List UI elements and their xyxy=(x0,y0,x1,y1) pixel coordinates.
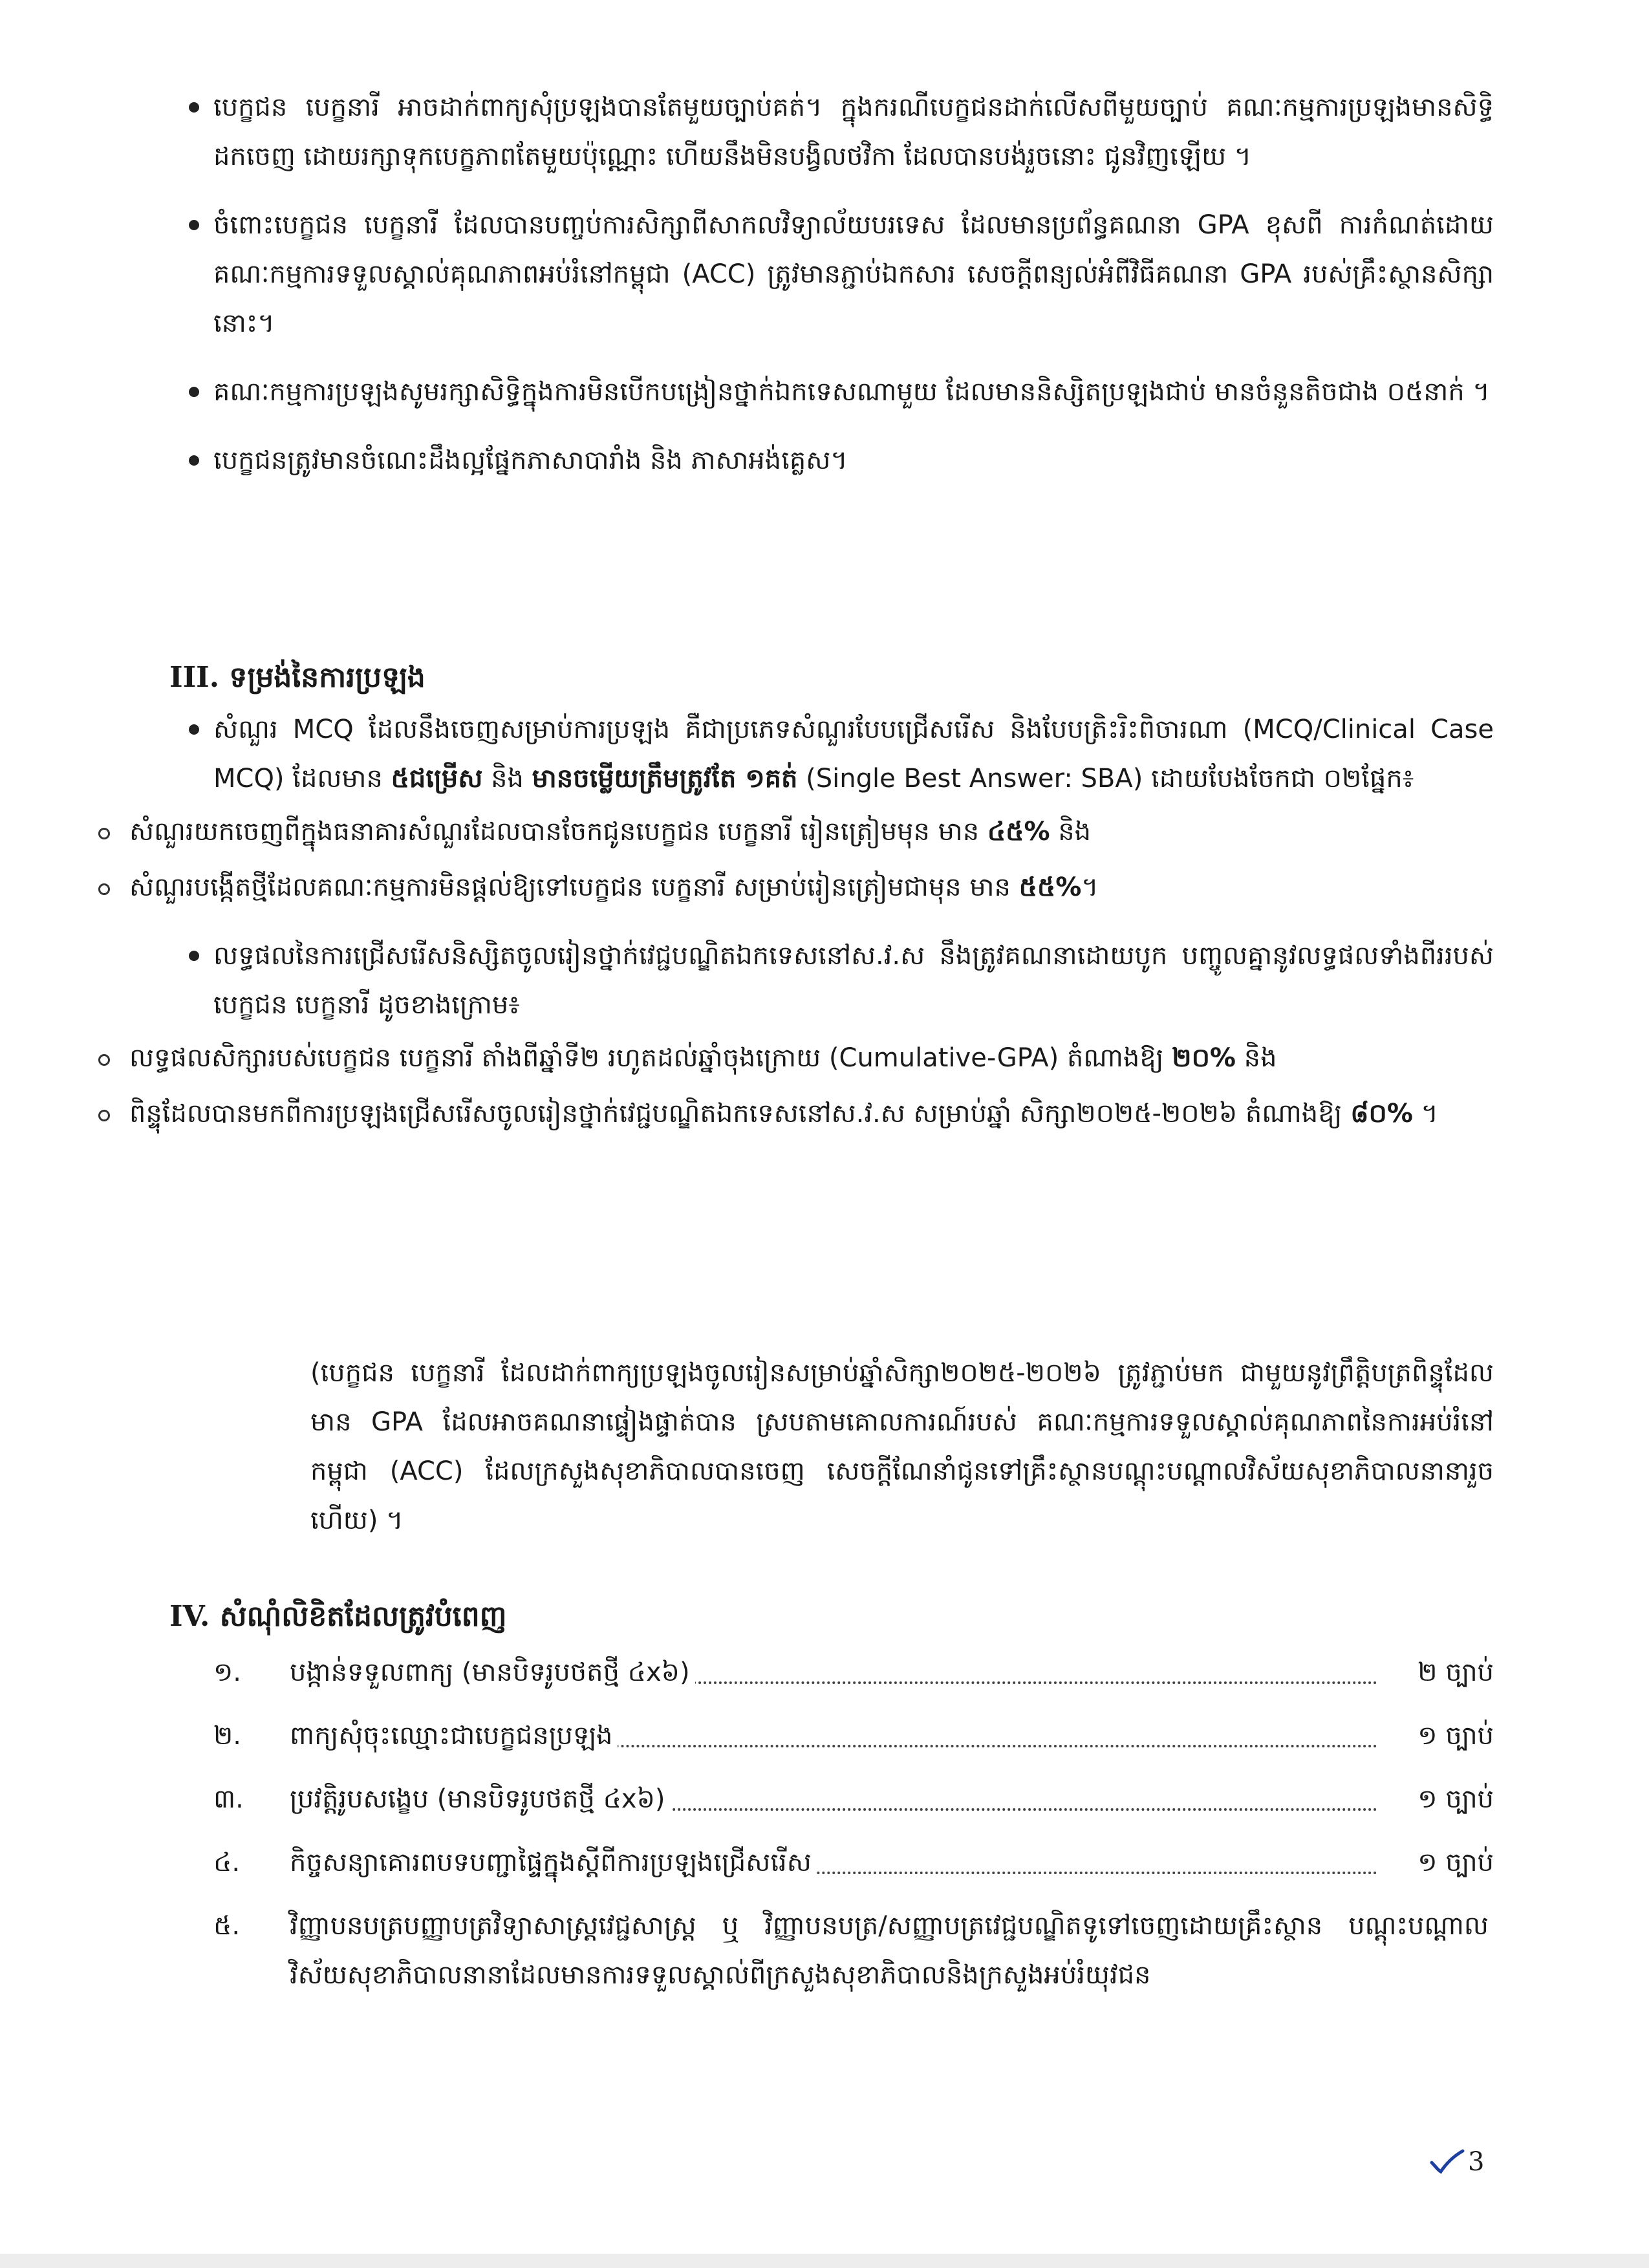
circle-bullet xyxy=(98,1110,110,1121)
list-item: ចំពោះបេក្ខជន បេក្ខនារី ដែលបានបញ្ចប់ការសិក្សាពីសាកលវិទ្យាល័យបរទេស ដែលមានប្រព័ន្ធគណនា GPA ខុសពី ការកំណត់ដោយគណៈកម្មការទទួលស្គាល់គុណភាពអប់រំនៅកម្ពុជា (ACC) ត្រូវមានភ្ជាប់ឯកសារ សេចក្តីពន្យល់អំពីវិធីគណនា GPA របស់គ្រឹះស្ថានសិក្សានោះ។ xyxy=(213,200,1494,348)
document-row: ៣. ប្រវត្តិរូបសង្ខេប (មានបិទរូបថតថ្មី ៤x៦) ១ ច្បាប់ xyxy=(213,1775,1494,1838)
bullet-dot xyxy=(189,951,199,961)
section-4-heading: IV. សំណុំលិខិតដែលត្រូវបំពេញ xyxy=(169,1600,507,1633)
document-row: ៤. កិច្ចសន្យាគោរពបទបញ្ជាផ្ទៃក្នុងស្តីពីការប្រឡងជ្រើសរើស ១ ច្បាប់ xyxy=(213,1838,1494,1901)
bullet-dot xyxy=(189,220,199,230)
circle-bullet xyxy=(98,1054,110,1066)
list-item: លទ្ធផលសិក្សារបស់បេក្ខជន បេក្ខនារី តាំងពីឆ្នាំទី២ រហូតដល់ឆ្នាំចុងក្រោយ (Cumulative-GPA) តំណាងឱ្យ ២០% និង xyxy=(129,1033,1494,1083)
check-mark-icon xyxy=(1429,2148,1465,2174)
list-item: គណៈកម្មការប្រឡងសូមរក្សាសិទ្ធិក្នុងការមិនបើកបង្រៀនថ្នាក់ឯកទេសណាមួយ ដែលមាននិស្សិតប្រឡងជាប់ មានចំនួនតិចជាង ០៥នាក់ ។ xyxy=(213,367,1494,416)
circle-bullet xyxy=(98,828,110,839)
list-item: សំណួរ MCQ ដែលនឹងចេញសម្រាប់ការប្រឡង គឺជាប្រភេទសំណួរបែបជ្រើសរើស និងបែបត្រិះរិះពិចារណា (MCQ/Clinical Case MCQ) ដែលមាន ៥ជម្រើស និង មានចម្លើយត្រឹមត្រូវតែ ១គត់ (Single Best Answer: SBA) ដោយបែងចែកជា ០២ផ្នែក៖ សំណួរយកចេញពីក្នុងធនាគារសំណួរដែលបានចែកជូនបេក្ខជន បេក្ខនារី រៀនត្រៀមមុន មាន ៤៥% និង សំណួរបង្កើតថ្មីដែលគណៈកម្មការមិនផ្តល់ឱ្យទៅបេក្ខជន បេក្ខនារី សម្រាប់រៀនត្រៀមជាមុន មាន ៥៥%។ xyxy=(213,705,1494,912)
required-documents-list xyxy=(213,1648,1494,2000)
document-row: ២. ពាក្យសុំចុះឈ្មោះជាបេក្ខជនប្រឡង ១ ច្បាប់ xyxy=(213,1711,1494,1775)
section-3-heading: III. ទម្រង់នៃការប្រឡង xyxy=(169,661,426,694)
list-item: បេក្ខជនត្រូវមានចំណេះដឹងល្អផ្នែកភាសាបារាំង និង ភាសាអង់គ្លេស។ xyxy=(213,436,1494,485)
document-row: ១. បង្កាន់ទទួលពាក្យ (មានបិទរូបថតថ្មី ៤x៦) ២ ច្បាប់ xyxy=(213,1648,1494,1711)
document-row: ៥. វិញ្ញាបនបត្របញ្ញាបត្រវិទ្យាសាស្ត្រវេជ្ជសាស្ត្រ ឬ វិញ្ញាបនបត្រ/សញ្ញាបត្រវេជ្ជបណ្ឌិតទូទៅចេញដោយគ្រឹះស្ថាន បណ្តុះបណ្តាលវិស័យសុខាភិបាលនានាដែលមានការទទួលស្គាល់ពីក្រសួងសុខាភិបាលនិងក្រសួងអប់រំយុវជន xyxy=(213,1901,1494,2000)
list-item: សំណួរយកចេញពីក្នុងធនាគារសំណួរដែលបានចែកជូនបេក្ខជន បេក្ខនារី រៀនត្រៀមមុន មាន ៤៥% និង xyxy=(129,807,1494,856)
page-number: 3 xyxy=(1468,2147,1485,2177)
gpa-note: (បេក្ខជន បេក្ខនារី ដែលដាក់ពាក្យប្រឡងចូលរៀនសម្រាប់ឆ្នាំសិក្សា២០២៥-២០២៦ ត្រូវភ្ជាប់មក ជាមួយនូវព្រឹត្តិបត្រពិន្ទុដែលមាន GPA ដែលអាចគណនាផ្ទៀងផ្ទាត់បាន ស្របតាមគោលការណ៍របស់ គណៈកម្មការទទួលស្គាល់គុណភាពនៃការអប់រំនៅកម្ពុជា (ACC) ដែលក្រសួងសុខាភិបាលបានចេញ សេចក្តីណែនាំជូនទៅគ្រឹះស្ថានបណ្តុះបណ្តាលវិស័យសុខាភិបាលនានារួចហើយ) ។ xyxy=(310,1358,1494,1535)
requirements-list xyxy=(213,83,1494,504)
scan-edge xyxy=(0,2254,1649,2268)
list-item: សំណួរបង្កើតថ្មីដែលគណៈកម្មការមិនផ្តល់ឱ្យទៅបេក្ខជន បេក្ខនារី សម្រាប់រៀនត្រៀមជាមុន មាន ៥៥%។ xyxy=(129,863,1494,912)
bullet-dot xyxy=(189,455,199,466)
bullet-dot xyxy=(189,724,199,735)
list-item: ពិន្ទុដែលបានមកពីការប្រឡងជ្រើសរើសចូលរៀនថ្នាក់វេជ្ជបណ្ឌិតឯកទេសនៅស.វ.ស សម្រាប់ឆ្នាំ សិក្សា២០២៥-២០២៦ តំណាងឱ្យ ៨០% ។ xyxy=(129,1089,1494,1138)
list-item: លទ្ធផលនៃការជ្រើសរើសនិស្សិតចូលរៀនថ្នាក់វេជ្ជបណ្ឌិតឯកទេសនៅស.វ.ស នឹងត្រូវគណនាដោយបូក បញ្ចូលគ្នានូវលទ្ធផលទាំងពីររបស់បេក្ខជន បេក្ខនារី ដូចខាងក្រោម៖ លទ្ធផលសិក្សារបស់បេក្ខជន បេក្ខនារី តាំងពីឆ្នាំទី២ រហូតដល់ឆ្នាំចុងក្រោយ (Cumulative-GPA) តំណាងឱ្យ ២០% និង ពិន្ទុដែលបានមកពីការប្រឡងជ្រើសរើសចូលរៀនថ្នាក់វេជ្ជបណ្ឌិតឯកទេសនៅស.វ.ស សម្រាប់ឆ្នាំ សិក្សា២០២៥-២០២៦ តំណាងឱ្យ ៨០% ។ xyxy=(213,931,1494,1138)
bullet-dot xyxy=(189,102,199,113)
circle-bullet xyxy=(98,883,110,895)
score-weight-list xyxy=(0,1033,1494,1138)
exam-format-list xyxy=(129,705,1494,1158)
bullet-dot xyxy=(189,387,199,397)
question-source-list xyxy=(0,807,1494,912)
list-item: បេក្ខជន បេក្ខនារី អាចដាក់ពាក្យសុំប្រឡងបានតែមួយច្បាប់គត់។ ក្នុងករណីបេក្ខជនដាក់លើសពីមួយច្បាប់ គណៈកម្មការប្រឡងមានសិទ្ធិដកចេញ ដោយរក្សាទុកបេក្ខភាពតែមួយប៉ុណ្ណោះ ហើយនឹងមិនបង្វិលថវិកា ដែលបានបង់រួចនោះ ជូនវិញឡើយ ។ xyxy=(213,83,1494,181)
